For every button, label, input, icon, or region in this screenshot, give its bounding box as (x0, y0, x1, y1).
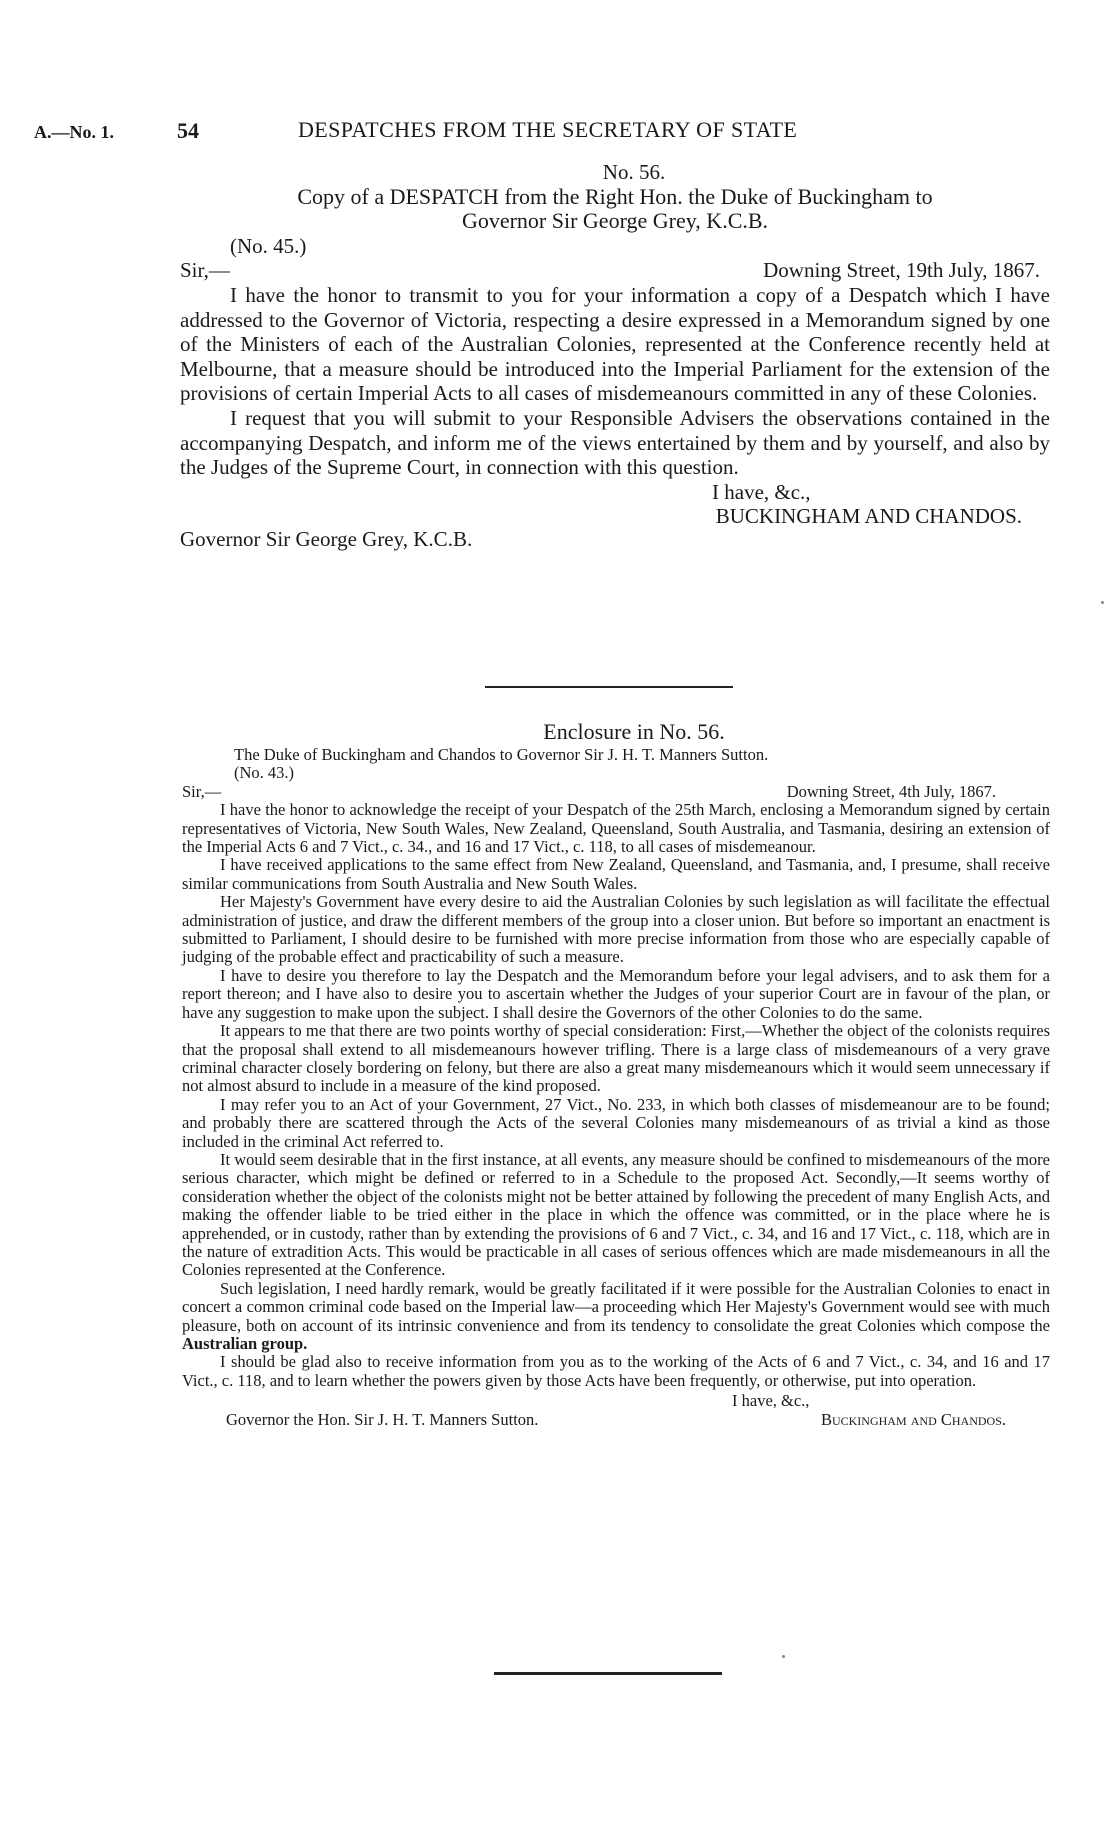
enclosure-paragraph-5: It appears to me that there are two points worthy of special consideration: First,—Whether the object of the colonists requires that the proposal shall extend to all misdemeanours however trifling. There is a large class of misdemeanours of a very grave criminal character closely bordering on felony, but there are also a great many misdemeanours which it would seem unnecessary if not almost absurd to include in a measure of the kind proposed. (182, 1021, 1050, 1096)
enclosure (182, 718, 1050, 1429)
despatch-title-line2: Governor Sir George Grey, K.C.B. (461, 208, 769, 234)
despatch-salutation-row (180, 258, 1050, 283)
despatch-salutation: Sir,— (180, 258, 230, 283)
enclosure-paragraph-3: Her Majesty's Government have every desire to aid the Australian Colonies by such legislation as will facilitate the effectual administration of justice, and draw the different members of the group into a closer union. But before so important an enactment is submitted to Parliament, I should desire to be furnished with more precise information from those who are especially capable of judging of the probable effect and practicability of such a measure. (182, 892, 1050, 967)
despatch-signoff-row (180, 504, 1050, 552)
enclosure-addressee: Governor the Hon. Sir J. H. T. Manners Sutton. (226, 1409, 539, 1429)
despatch-paragraph-1: I have the honor to transmit to you for your information a copy of a Despatch which I have addressed to the Governor of Victoria, respecting a desire expressed in a Memorandum signed by one of the Ministers of each of the Australian Colonies, represented at the Conference recently held at Melbourne, that a measure should be introduced into the Imperial Parliament for the extension of the provisions of certain Imperial Acts to all cases of misdemeanours committed in any of these Colonies. (180, 282, 1050, 406)
enclosure-signature: Buckingham and Chandos. (820, 1409, 1006, 1429)
enclosure-salutation-row (182, 783, 1050, 801)
enclosure-closing: I have, &c., (732, 1391, 810, 1411)
despatch-ref: (No. 45.) (230, 233, 307, 258)
despatch-place-date: Downing Street, 19th July, 1867. (763, 258, 1040, 283)
running-title: DESPATCHES FROM THE SECRETARY OF STATE (298, 117, 798, 142)
section-divider (485, 686, 733, 688)
enclosure-salutation: Sir,— (182, 781, 222, 801)
enclosure-paragraph-4: I have to desire you therefore to lay the Despatch and the Memorandum before your legal advisers, and to ask them for a report thereon; and I have also to desire you to ascertain whether the Judges of your superior Court are in favour of the plan, or have any suggestion to make upon the subject. I shall desire the Governors of the other Colonies to do the same. (182, 965, 1050, 1022)
enclosure-place-date: Downing Street, 4th July, 1867. (786, 781, 996, 801)
enclosure-paragraph-6: I may refer you to an Act of your Government, 27 Vict., No. 233, in which both classes of misdemeanour are to be found; and probably there are scattered through the Acts of the several Colonies many misdemeanours of as trivial a kind as those included in the criminal Act referred to. (182, 1094, 1050, 1151)
margin-mark (1101, 601, 1104, 604)
despatch-addressee: Governor Sir George Grey, K.C.B. (180, 527, 473, 552)
paragraph-8-bold: Australian group. (182, 1334, 308, 1353)
enclosure-subheading: The Duke of Buckingham and Chandos to Governor Sir J. H. T. Manners Sutton. (234, 745, 769, 764)
despatch-title-line1: Copy of a DESPATCH from the Right Hon. the Duke of Buckingham to (297, 183, 933, 209)
enclosure-paragraph-7: It would seem desirable that in the first instance, at all events, any measure should be confined to misdemeanours of the more serious character, which might be defined or referred to in a Schedule to the proposed Act. Secondly,—It seems worthy of consideration whether the object of the colonists might not be better attained by following the precedent of many English Acts, and making the offender liable to be tried either in the place in which the offence was committed, or in the place where he is apprehended, or in custody, rather than by extending the provisions of 6 and 7 Vict., c. 34, and 16 and 17 Vict., c. 118, which are in the nature of extradition Acts. This would be practicable in all cases of serious offences which are made misdemeanours in all the Colonies represented at the Conference. (182, 1149, 1050, 1280)
enclosure-heading: Enclosure in No. 56. (543, 719, 725, 744)
despatch-number: No. 56. (602, 160, 666, 184)
closing-rule (494, 1672, 722, 1675)
despatch-closing: I have, &c., (712, 479, 811, 504)
enclosure-paragraph-2: I have received applications to the same effect from New Zealand, Queensland, and Tasmania, and, I presume, shall receive similar communications from South Australia and New South Wales. (182, 855, 1050, 893)
page-number: 54 (177, 118, 199, 143)
enclosure-signoff-row (182, 1411, 1050, 1429)
enclosure-paragraph-1: I have the honor to acknowledge the receipt of your Despatch of the 25th March, enclosing a Memorandum signed by certain representatives of Victoria, New South Wales, New Zealand, Queensland, South Australia, and Tasmania, desiring an extension of the Imperial Acts 6 and 7 Vict., c. 34., and 16 and 17 Vict., c. 118, to all cases of misdemeanour. (182, 800, 1050, 857)
series-label: A.—No. 1. (34, 122, 114, 142)
enclosure-paragraph-8 (182, 1280, 1050, 1354)
despatch (180, 160, 1050, 552)
despatch-signature: BUCKINGHAM AND CHANDOS. (715, 504, 1022, 529)
enclosure-ref: (No. 43.) (234, 763, 295, 783)
enclosure-paragraph-9: I should be glad also to receive information from you as to the working of the Acts of 6 and 7 Vict., c. 34, and 16 and 17 Vict., c. 118, and to learn whether the powers given by those Acts have been frequently, or otherwise, put into operation. (182, 1352, 1050, 1390)
margin-mark (782, 1655, 785, 1658)
paragraph-8-text: Such legislation, I need hardly remark, would be greatly facilitated if it were possible for the Australian Colonies to enact in concert a common criminal code based on the Imperial law—a proceeding which Her Majesty's Government would see with much pleasure, both on account of its intrinsic convenience and from its tendency to consolidate the great Colonies which compose the (182, 1278, 1050, 1335)
despatch-paragraph-2: I request that you will submit to your Responsible Advisers the observations contained in the accompanying Despatch, and inform me of the views entertained by them and by yourself, and also by the Judges of the Supreme Court, in connection with this question. (180, 405, 1050, 480)
